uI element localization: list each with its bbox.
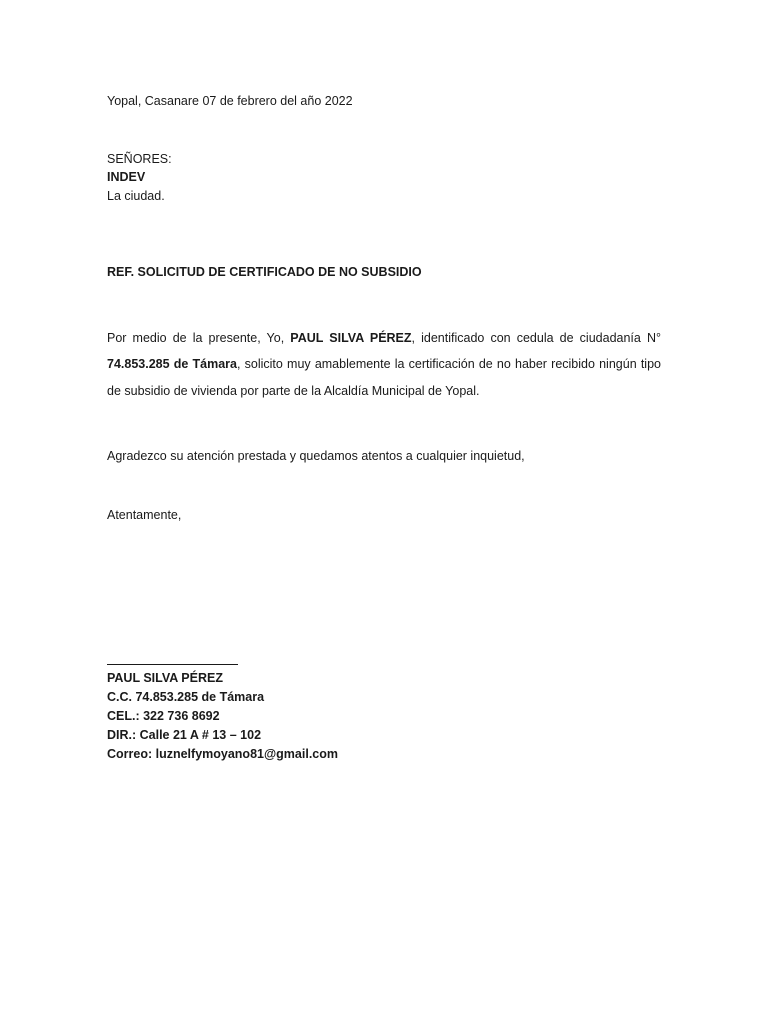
body-text: , identificado con cedula de ciudadanía N° (411, 331, 661, 345)
body-line-2 (107, 355, 661, 373)
signature-cc: C.C. 74.853.285 de Támara (107, 690, 265, 704)
body-line-1 (107, 329, 661, 347)
body-text: , solicito muy amablemente la certificación de no haber recibido ningún tipo (236, 357, 661, 371)
reference-line: REF. SOLICITUD DE CERTIFICADO DE NO SUBSIDIO (107, 265, 422, 279)
signature-line (107, 652, 238, 665)
closing-line: Atentamente, (107, 508, 182, 522)
body-text: Por medio de la presente, Yo, (107, 331, 291, 345)
body-name: PAUL SILVA PÉREZ (290, 331, 412, 345)
signature-cel: CEL.: 322 736 8692 (107, 709, 220, 723)
place-date: Yopal, Casanare 07 de febrero del año 2022 (107, 94, 353, 108)
thanks-line: Agradezco su atención prestada y quedamos atentos a cualquier inquietud, (107, 449, 525, 463)
recipient-salutation: SEÑORES: (107, 152, 172, 166)
signature-name: PAUL SILVA PÉREZ (107, 671, 223, 685)
recipient-city: La ciudad. (107, 189, 165, 203)
signature-dir: DIR.: Calle 21 A # 13 – 102 (107, 728, 262, 742)
body-id: 74.853.285 de Támara (107, 357, 237, 371)
body-line-3: de subsidio de vivienda por parte de la Alcaldía Municipal de Yopal. (107, 384, 480, 398)
signature-email: Correo: luznelfymoyano81@gmail.com (107, 747, 338, 761)
recipient-organization: INDEV (107, 170, 146, 184)
